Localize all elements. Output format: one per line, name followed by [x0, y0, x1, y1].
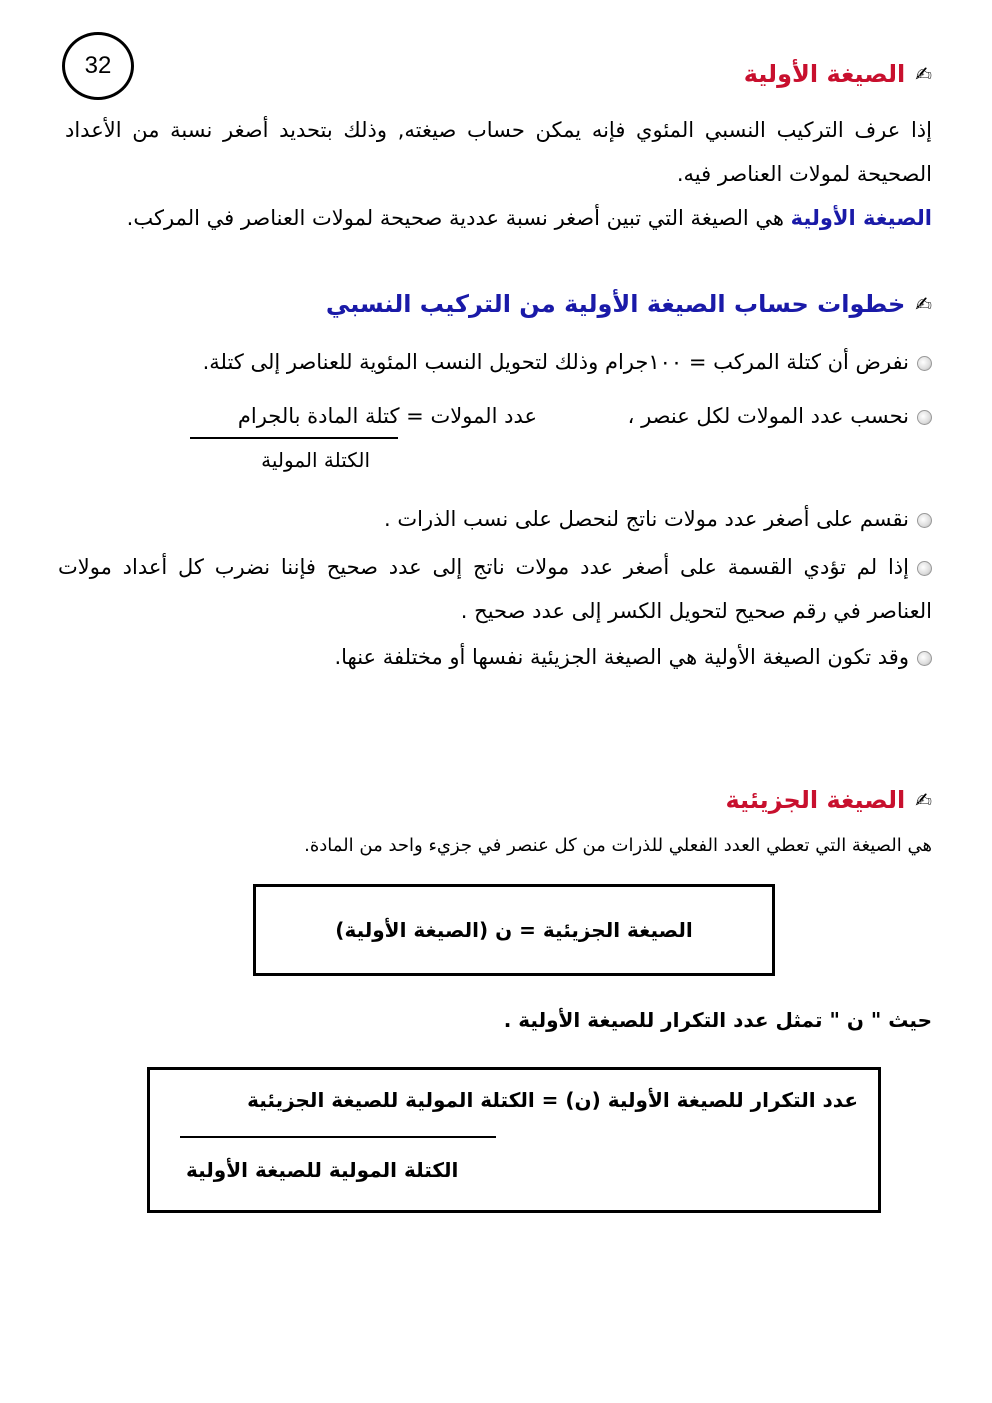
bullet-icon: [917, 561, 932, 576]
heading-text: خطوات حساب الصيغة الأولية من التركيب النسبي: [325, 290, 906, 318]
steps-heading: [326, 290, 932, 318]
step-text: إذا لم تؤدي القسمة على أصغر عدد مولات ناتج إلى عدد صحيح فإننا نضرب كل أعداد مولات العناصر في رقم صحيح لتحويل الكسر إلى عدد صحيح .: [58, 555, 932, 623]
definition-text: هي الصيغة التي تبين أصغر نسبة عددية صحيحة لمولات العناصر في المركب.: [126, 206, 791, 230]
formula-box: [253, 884, 775, 976]
ratio-denominator: الكتلة المولية للصيغة الأولية: [186, 1158, 459, 1182]
bullet-icon: [917, 356, 932, 371]
step-text: نقسم على أصغر عدد مولات ناتج لنحصل على نسب الذرات .: [384, 507, 909, 531]
definition-term: الصيغة الأولية: [790, 206, 932, 230]
step-item: [58, 545, 932, 633]
heading-text: الصيغة الأولية: [743, 60, 906, 88]
molecular-definition: هي الصيغة التي تعطي العدد الفعلي للذرات من كل عنصر في جزيء واحد من المادة.: [304, 835, 932, 856]
step-item: [60, 635, 932, 679]
ratio-numerator: عدد التكرار للصيغة الأولية (ن) = الكتلة المولية للصيغة الجزيئية: [247, 1088, 858, 1112]
moles-numerator: عدد المولات = كتلة المادة بالجرام: [237, 404, 537, 428]
writing-hand-icon: ✍: [915, 788, 932, 812]
step-item: [60, 497, 932, 541]
n-note: حيث " ن " تمثل عدد التكرار للصيغة الأولية .: [503, 1008, 932, 1032]
step-text: نحسب عدد المولات لكل عنصر ،: [627, 404, 909, 428]
step-text: وقد تكون الصيغة الأولية هي الصيغة الجزيئية نفسها أو مختلفة عنها.: [334, 645, 909, 669]
moles-denominator: الكتلة المولية: [261, 448, 370, 472]
intro-paragraph: إذا عرف التركيب النسبي المئوي فإنه يمكن حساب صيغته, وذلك بتحديد أصغر نسبة من الأعداد الصحيحة لمولات العناصر فيه.: [65, 118, 932, 186]
fraction-line: [190, 437, 398, 439]
step-item: [60, 340, 932, 384]
step-text: نفرض أن كتلة المركب = ١٠٠جرام وذلك لتحويل النسب المئوية للعناصر إلى كتلة.: [202, 350, 909, 374]
formula-text: الصيغة الجزيئية = ن (الصيغة الأولية): [335, 918, 693, 942]
bullet-icon: [917, 651, 932, 666]
page-number: 32: [62, 32, 134, 100]
writing-hand-icon: ✍: [915, 62, 932, 86]
section-heading-empirical: [744, 60, 932, 88]
writing-hand-icon: ✍: [915, 292, 932, 316]
step-item: [628, 394, 932, 438]
ratio-box: [147, 1067, 881, 1213]
section-heading-molecular: [725, 786, 932, 814]
bullet-icon: [917, 513, 932, 528]
bullet-icon: [917, 410, 932, 425]
definition-paragraph: [65, 196, 932, 240]
fraction-line: [180, 1136, 496, 1138]
heading-text: الصيغة الجزيئية: [725, 786, 906, 814]
